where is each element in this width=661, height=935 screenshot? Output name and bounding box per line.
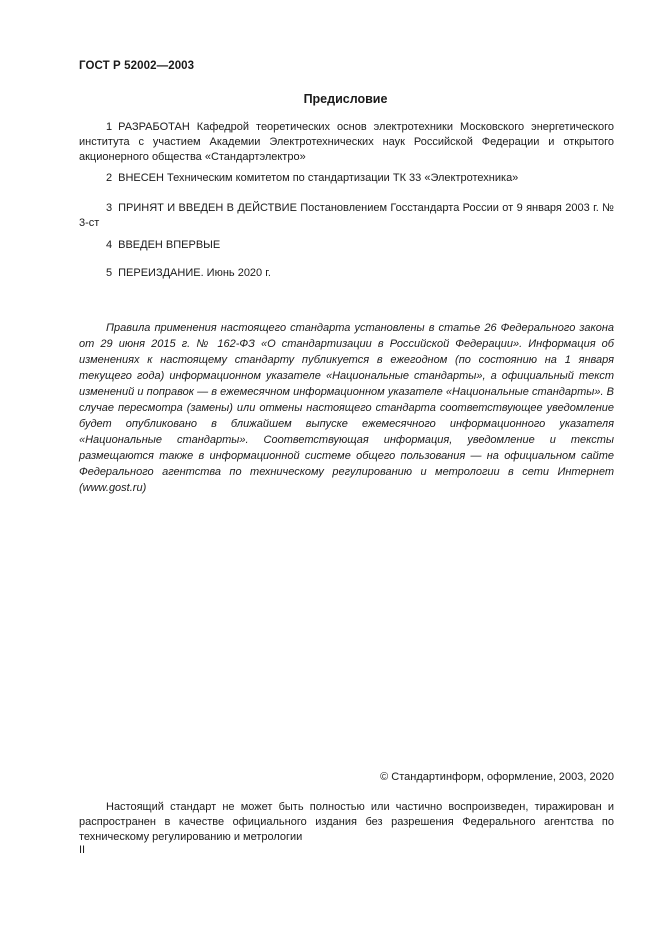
item-text: РАЗРАБОТАН Кафедрой теоретических основ электротехники Московского энергетического института с участием Академии Электротехнических наук Российской Федерации и открытого акционерного общества «Стандартэлектро» xyxy=(79,121,614,163)
standard-code: ГОСТ Р 52002—2003 xyxy=(79,60,195,72)
item-number: 5 xyxy=(106,267,113,279)
preface-item-1 xyxy=(79,120,614,165)
item-text: ПРИНЯТ И ВВЕДЕН В ДЕЙСТВИЕ Постановлением Госстандарта России от 9 января 2003 г. № 3-ст xyxy=(79,202,614,229)
application-rules-notice: Правила применения настоящего стандарта установлены в статье 26 Федерального закона от 29 июня 2015 г. № 162-ФЗ «О стандартизации в Российской Федерации». Информация об изменениях к настоящему стандарту публикуется в ежегодном (по состоянию на 1 января текущего года) информационном указателе «Национальные стандарты», а официальный текст изменений и поправок — в ежемесячном информационном указателе «Национальные стандарты». В случае пересмотра (замены) или отмены настоящего стандарта соответствующее уведомление будет опубликовано в ближайшем выпуске ежемесячного информационного указателя «Национальные стандарты». Соответствующая информация, уведомление и тексты размещаются также в информационной системе общего пользования — на официальном сайте Федерального агентства по техническому регулированию и метрологии в сети Интернет (www.gost.ru) xyxy=(79,322,614,494)
item-text: ВВЕДЕН ВПЕРВЫЕ xyxy=(118,239,221,251)
item-number: 1 xyxy=(106,121,113,133)
preface-item-3 xyxy=(79,201,614,231)
reproduction-notice: Настоящий стандарт не может быть полностью или частично воспроизведен, тиражирован и распространен в качестве официального издания без разрешения Федерального агентства по техническому регулированию и метрологии xyxy=(79,801,614,843)
item-number: 2 xyxy=(106,172,113,184)
page-number: II xyxy=(79,844,86,856)
preface-item-5 xyxy=(79,266,614,281)
item-number: 4 xyxy=(106,239,113,251)
page-title: Предисловие xyxy=(303,92,388,106)
item-text: ВНЕСЕН Техническим комитетом по стандартизации ТК 33 «Электротехника» xyxy=(118,172,519,184)
preface-item-2 xyxy=(79,171,614,186)
item-number: 3 xyxy=(106,202,113,214)
item-text: ПЕРЕИЗДАНИЕ. Июнь 2020 г. xyxy=(118,267,271,279)
copyright-line: © Стандартинформ, оформление, 2003, 2020 xyxy=(380,771,614,783)
preface-item-4 xyxy=(79,238,614,253)
